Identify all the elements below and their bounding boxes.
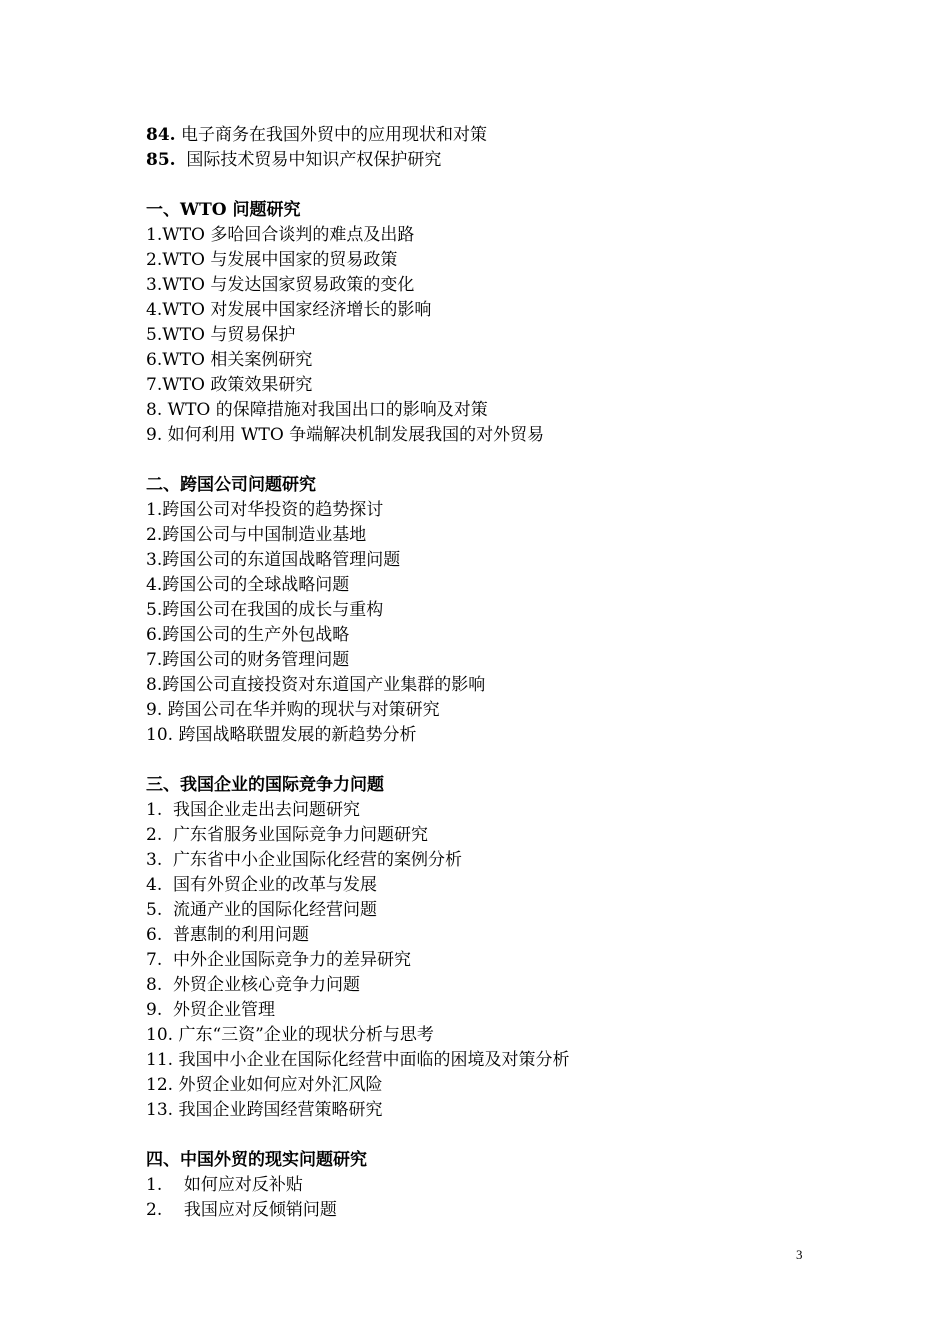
list-item: 9. 跨国公司在华并购的现状与对策研究 bbox=[146, 700, 440, 720]
list-item: 5.WTO 与贸易保护 bbox=[146, 325, 296, 345]
list-item: 13. 我国企业跨国经营策略研究 bbox=[146, 1100, 383, 1120]
list-item: 1.WTO 多哈回合谈判的难点及出路 bbox=[146, 225, 415, 245]
section-heading-competitiveness: 三、我国企业的国际竞争力问题 bbox=[146, 775, 384, 795]
list-item: 2.WTO 与发展中国家的贸易政策 bbox=[146, 250, 398, 270]
list-item: 3. 广东省中小企业国际化经营的案例分析 bbox=[146, 850, 463, 870]
list-item: 10. 广东“三资”企业的现状分析与思考 bbox=[146, 1025, 434, 1045]
list-item: 2.跨国公司与中国制造业基地 bbox=[146, 525, 367, 545]
list-item: 7.跨国公司的财务管理问题 bbox=[146, 650, 350, 670]
list-item: 2. 广东省服务业国际竞争力问题研究 bbox=[146, 825, 429, 845]
list-item: 12. 外贸企业如何应对外汇风险 bbox=[146, 1075, 383, 1095]
list-item: 4.跨国公司的全球战略问题 bbox=[146, 575, 350, 595]
item-number: 85. bbox=[146, 150, 176, 170]
list-item: 6. 普惠制的利用问题 bbox=[146, 925, 310, 945]
list-item: 8. 外贸企业核心竞争力问题 bbox=[146, 975, 361, 995]
list-item: 1. 我国企业走出去问题研究 bbox=[146, 800, 361, 820]
list-item: 1.跨国公司对华投资的趋势探讨 bbox=[146, 500, 384, 520]
list-item: 8.跨国公司直接投资对东道国产业集群的影响 bbox=[146, 675, 486, 695]
list-item: 3.跨国公司的东道国战略管理问题 bbox=[146, 550, 401, 570]
item-text: 国际技术贸易中知识产权保护研究 bbox=[175, 150, 442, 170]
list-item: 4.WTO 对发展中国家经济增长的影响 bbox=[146, 300, 432, 320]
list-item: 7.WTO 政策效果研究 bbox=[146, 375, 313, 395]
list-item: 7. 中外企业国际竞争力的差异研究 bbox=[146, 950, 412, 970]
spacer bbox=[146, 748, 846, 773]
section-heading-trade-issues: 四、中国外贸的现实问题研究 bbox=[146, 1150, 367, 1170]
list-item: 5. 流通产业的国际化经营问题 bbox=[146, 900, 378, 920]
list-item: 6.WTO 相关案例研究 bbox=[146, 350, 313, 370]
list-item: 11. 我国中小企业在国际化经营中面临的困境及对策分析 bbox=[146, 1050, 570, 1070]
list-item: 4. 国有外贸企业的改革与发展 bbox=[146, 875, 378, 895]
section-heading-wto: 一、WTO 问题研究 bbox=[146, 200, 301, 220]
list-item: 9. 外贸企业管理 bbox=[146, 1000, 276, 1020]
spacer bbox=[146, 173, 846, 198]
spacer bbox=[146, 1123, 846, 1148]
document-body bbox=[146, 123, 846, 1223]
spacer bbox=[146, 448, 846, 473]
item-number: 84. bbox=[146, 125, 176, 145]
item-text: 电子商务在我国外贸中的应用现状和对策 bbox=[175, 125, 487, 145]
list-item: 2. 我国应对反倾销问题 bbox=[146, 1200, 337, 1220]
list-item: 10. 跨国战略联盟发展的新趋势分析 bbox=[146, 725, 417, 745]
topic-item-84 bbox=[146, 123, 846, 148]
list-item: 9. 如何利用 WTO 争端解决机制发展我国的对外贸易 bbox=[146, 425, 545, 445]
list-item: 3.WTO 与发达国家贸易政策的变化 bbox=[146, 275, 415, 295]
section-heading-multinational: 二、跨国公司问题研究 bbox=[146, 475, 316, 495]
list-item: 8. WTO 的保障措施对我国出口的影响及对策 bbox=[146, 400, 488, 420]
list-item: 1. 如何应对反补贴 bbox=[146, 1175, 303, 1195]
topic-item-85 bbox=[146, 148, 846, 173]
list-item: 6.跨国公司的生产外包战略 bbox=[146, 625, 350, 645]
page-number: 3 bbox=[796, 1247, 803, 1262]
list-item: 5.跨国公司在我国的成长与重构 bbox=[146, 600, 384, 620]
